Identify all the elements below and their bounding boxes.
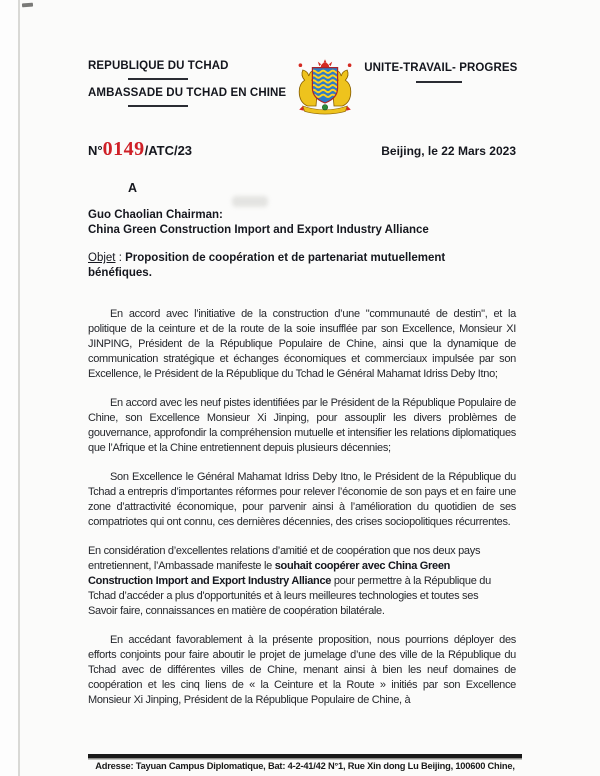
paragraph-4-tail: pour permettre à la République du Tchad d’accéder a plus d'opportunités et à leurs meilleures technologies et toutes ses Savoir faire, connaissances en matière de coopération bilatérale. xyxy=(88,575,491,617)
ref-suffix: /ATC/23 xyxy=(144,143,193,158)
paragraph-4-lead: En considération d’excellentes relations d’amitié et de coopération que nos deux pays entretiennent, l’Ambassade manifeste le xyxy=(88,545,481,572)
dateline: Beijing, le 22 Mars 2023 xyxy=(381,144,516,158)
embassy-address: Adresse: Tayuan Campus Diplomatique, Bat: 4-2-41/42 N°1, Rue Xin dong Lu Beijing, 100600 Chine, xyxy=(95,760,515,771)
letterhead-divider xyxy=(128,105,188,107)
recipient-name: Guo Chaolian Chairman: xyxy=(88,209,223,221)
chad-coat-of-arms-icon xyxy=(286,58,364,118)
salutation-to: A xyxy=(128,181,138,195)
subject-separator: : xyxy=(115,252,126,264)
paragraph-2: En accord avec les neuf pistes identifiées par le Président de la République Populaire de Chine, son Excellence Monsieur Xi Jinping, pour assouplir les divers problèmes de gouvernance, approfondir la compréhension mutuelle et intensifier les relations diplomatiques que l’Afrique et la Chine entretiennent depuis plusieurs décennies; xyxy=(88,397,516,454)
subject-label: Objet xyxy=(88,252,116,264)
paragraph-3: Son Excellence le Général Mahamat Idriss Deby Itno, le Président de la République du Tchad a entrepris d’importantes réformes pour relever l’économie de son pays et en faire une zone d’attractivité économique, pour parvenir ainsi à l’amélioration du quotidien de ses compatriotes qui ont connu, ces dernières décennies, des crises sociopolitiques récurrentes. xyxy=(88,471,516,528)
recipient-organization: China Green Construction Import and Export Industry Alliance xyxy=(88,224,429,236)
country-name: REPUBLIQUE DU TCHAD xyxy=(88,60,229,72)
recipient-block xyxy=(88,208,516,238)
paragraph-1: En accord avec l’initiative de la construction d’une "communauté de destin", et la politique de la ceinture et de la route de la soie insufflée par son Excellence, Monsieur XI JINPING, Président de la République Populaire de Chine, ainsi que la dynamique de communication stratégique et échanges économiques et commerciaux impulsée par son Excellence, le Président de la République du Tchad le Général Mahamat Idriss Deby Itno; xyxy=(88,308,516,380)
letterhead xyxy=(88,60,516,118)
national-motto: UNITE-TRAVAIL- PROGRES xyxy=(364,62,518,74)
ref-prefix: N° xyxy=(88,143,103,158)
subject-line xyxy=(88,251,492,281)
ref-stamped-number: 0149 xyxy=(102,138,145,160)
paragraph-4 xyxy=(88,544,502,619)
paragraph-5: En accédant favorablement à la présente proposition, nous pourrions déployer des efforts conjoints pour faire aboutir le projet de jumelage d’une des ville de la République du Tchad avec de différentes villes de Chine, menant ainsi à bien les neuf domaines de coopération et les cinq liens de « la Ceinture et la Route » initiés par son Excellence Monsieur Xi Jinping, Président de la République Populaire de Chine, à xyxy=(88,634,516,706)
letterhead-divider xyxy=(128,78,188,80)
reference-number xyxy=(88,138,192,161)
letterhead-divider xyxy=(416,81,462,83)
embassy-name: AMBASSADE DU TCHAD EN CHINE xyxy=(88,87,287,99)
letterhead-left-block xyxy=(88,60,286,114)
letter-body xyxy=(88,307,516,708)
letterhead-right-block xyxy=(364,60,517,83)
paragraph-4-emphasis: souhait coopérer avec China Green Construction Import and Export Industry Alliance xyxy=(88,560,451,587)
footer-divider xyxy=(88,754,522,758)
reference-row xyxy=(88,138,516,161)
subject-text: Proposition de coopération et de partenariat mutuellement bénéfiques. xyxy=(88,252,446,279)
letter-footer xyxy=(88,754,522,776)
